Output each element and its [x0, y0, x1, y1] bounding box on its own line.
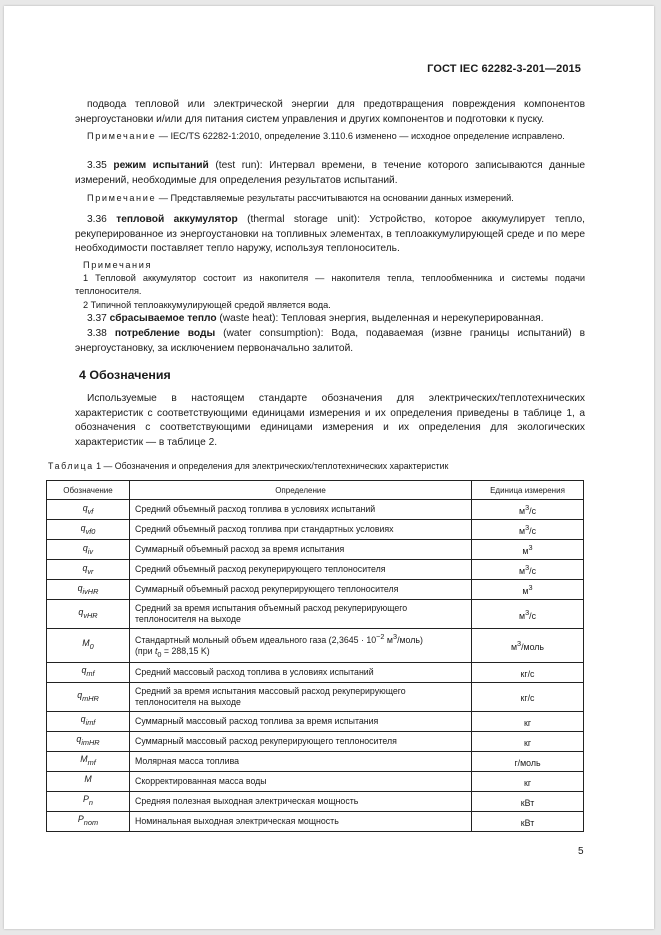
unit-cell: $м^3$: [472, 580, 584, 600]
term-definition: (thermal storage unit): Устройство, которое аккумулирует тепло, рекуперированное из энергоустановки на топливных элементах, в теплоаккумулирующей среде и по мере необходимости поставляет тепло наружу, используя теплоноситель.: [75, 214, 585, 255]
symbol-cell: $M_{mf}$: [47, 751, 130, 771]
symbol-cell: $P_{nom}$: [47, 811, 130, 831]
table-row: [47, 560, 584, 580]
table-title: 1 — Обозначения и определения для электрических/теплотехнических характеристик: [93, 461, 449, 471]
table-1: [46, 480, 584, 832]
note-label: Примечание: [87, 131, 157, 141]
note-item-2: 2 Типичной теплоаккумулирующей средой является вода.: [83, 299, 331, 310]
definition-cell: Молярная масса топлива: [130, 751, 472, 771]
note-3-35: [75, 192, 585, 205]
table-row: [47, 811, 584, 831]
unit-cell: кг/с: [472, 682, 584, 711]
table-row: [47, 580, 584, 600]
term-number: 3.37: [87, 313, 110, 324]
definition-cell: Суммарный объемный расход за время испытания: [130, 540, 472, 560]
table-row: [47, 540, 584, 560]
term-name: сбрасываемое тепло: [109, 313, 217, 324]
note-text: — Представляемые результаты рассчитываются на основании данных измерений.: [156, 193, 514, 203]
term-3-38: [75, 327, 585, 356]
paragraph-continuation: подвода тепловой или электрической энергии для предотвращения повреждения компонентов энергоустановки и/или для питания систем управления и других компонентов и подготовки к пуску.: [75, 99, 585, 125]
term-number: 3.38: [87, 328, 115, 339]
standard-header: ГОСТ IEC 62282-3-201—2015: [427, 63, 581, 75]
unit-cell: $м^3/с$: [472, 600, 584, 629]
table-row: [47, 520, 584, 540]
section-4-title: 4 Обозначения: [79, 368, 171, 382]
definition-cell: Средний объемный расход топлива при стандартных условиях: [130, 520, 472, 540]
term-3-36: [75, 213, 585, 257]
note-label: Примечание: [87, 193, 157, 203]
document-page: [4, 6, 654, 929]
note-text: — IEC/TS 62282-1:2010, определение 3.110.6 изменено — исходное определение исправлено.: [156, 131, 565, 141]
symbol-cell: $q_{imf}$: [47, 711, 130, 731]
unit-cell: кг: [472, 731, 584, 751]
definition-cell: Средняя полезная выходная электрическая мощность: [130, 791, 472, 811]
unit-cell: $м^3/с$: [472, 560, 584, 580]
table-row: [47, 751, 584, 771]
symbol-cell: $q_{vHR}$: [47, 600, 130, 629]
term-name: режим испытаний: [113, 160, 209, 171]
definition-cell: Средний за время испытания объемный расход рекуперирующего теплоносителя на выходе: [130, 600, 472, 629]
table-row: [47, 791, 584, 811]
note-item-1: 1 Тепловой аккумулятор состоит из накопителя — накопителя тепла, теплообменника и системы подачи теплоносителя.: [75, 273, 585, 297]
symbol-cell: $q_{vf}$: [47, 500, 130, 520]
symbol-cell: $q_{vf0}$: [47, 520, 130, 540]
term-name: потребление воды: [114, 328, 216, 339]
table-1-caption: [48, 461, 448, 471]
table-row: [47, 682, 584, 711]
definition-cell: Средний за время испытания массовый расход рекуперирующего теплоносителя на выходе: [130, 682, 472, 711]
definition-cell: Средний массовый расход топлива в условиях испытаний: [130, 662, 472, 682]
definition-cell: Стандартный мольный объем идеального газа ($2,3645 \cdot 10^{-2}$ $м^3/моль$) (при $t_0 = 288,15$ K): [130, 629, 472, 663]
symbol-cell: $q_{ivHR}$: [47, 580, 130, 600]
unit-cell: кг: [472, 711, 584, 731]
definition-cell: Суммарный объемный расход рекуперирующего теплоносителя: [130, 580, 472, 600]
symbol-cell: $P_n$: [47, 791, 130, 811]
symbol-cell: $q_{imHR}$: [47, 731, 130, 751]
definition-cell: Средний объемный расход топлива в условиях испытаний: [130, 500, 472, 520]
table-label: Таблица: [48, 461, 94, 471]
table-row: [47, 600, 584, 629]
definition-cell: Суммарный массовый расход рекуперирующего теплоносителя: [130, 731, 472, 751]
definition-cell: Номинальная выходная электрическая мощность: [130, 811, 472, 831]
symbol-cell: $M_0$: [47, 629, 130, 663]
notes-3-36: [75, 259, 585, 312]
unit-cell: кВт: [472, 811, 584, 831]
section-4-intro: Используемые в настоящем стандарте обозначения для электрических/теплотехнических характеристик с соответствующими единицами измерения и их определения приведены в таблице 1, а обозначения с соответствующими единицами измерения и их определения для экологических характеристик — в таблице 2.: [75, 393, 585, 448]
symbol-cell: $q_{mf}$: [47, 662, 130, 682]
page-number: 5: [578, 846, 584, 857]
header-unit: Единица измерения: [472, 481, 584, 500]
definition-cell: Средний объемный расход рекуперирующего теплоносителя: [130, 560, 472, 580]
table-row: [47, 662, 584, 682]
unit-cell: г/моль: [472, 751, 584, 771]
unit-cell: $м^3$: [472, 540, 584, 560]
unit-cell: $м^3$/моль: [472, 629, 584, 663]
table-row: [47, 500, 584, 520]
term-definition: (water consumption): Вода, подаваемая (извне границы испытаний) в энергоустановку, за исключением первоначально залитой.: [75, 328, 585, 354]
term-definition: (waste heat): Тепловая энергия, выделенная и нерекуперированная.: [216, 313, 544, 324]
term-3-37: [75, 312, 585, 327]
table-row: [47, 629, 584, 663]
term-number: 3.36: [87, 214, 117, 225]
table-row: [47, 711, 584, 731]
term-definition: (test run): Интервал времени, в течение которого записываются данные измерений, необходимые для определения результатов испытаний.: [75, 160, 585, 186]
term-name: тепловой аккумулятор: [116, 214, 238, 225]
unit-cell: кг/с: [472, 662, 584, 682]
unit-cell: $м^3/с$: [472, 500, 584, 520]
symbol-cell: $q_{vr}$: [47, 560, 130, 580]
definition-cell: Суммарный массовый расход топлива за время испытания: [130, 711, 472, 731]
symbol-cell: $q_{iv}$: [47, 540, 130, 560]
note-definition-3-34: [75, 130, 585, 143]
notes-label: Примечания: [83, 260, 153, 270]
unit-cell: $м^3/с$: [472, 520, 584, 540]
header-symbol: Обозначение: [47, 481, 130, 500]
symbol-cell: $q_{mHR}$: [47, 682, 130, 711]
definition-cell: Скорректированная масса воды: [130, 771, 472, 791]
unit-cell: кг: [472, 771, 584, 791]
term-number: 3.35: [87, 160, 114, 171]
table-row: [47, 771, 584, 791]
header-definition: Определение: [130, 481, 472, 500]
unit-cell: кВт: [472, 791, 584, 811]
table-row: [47, 731, 584, 751]
term-3-35: [75, 159, 585, 188]
symbol-cell: M: [47, 771, 130, 791]
